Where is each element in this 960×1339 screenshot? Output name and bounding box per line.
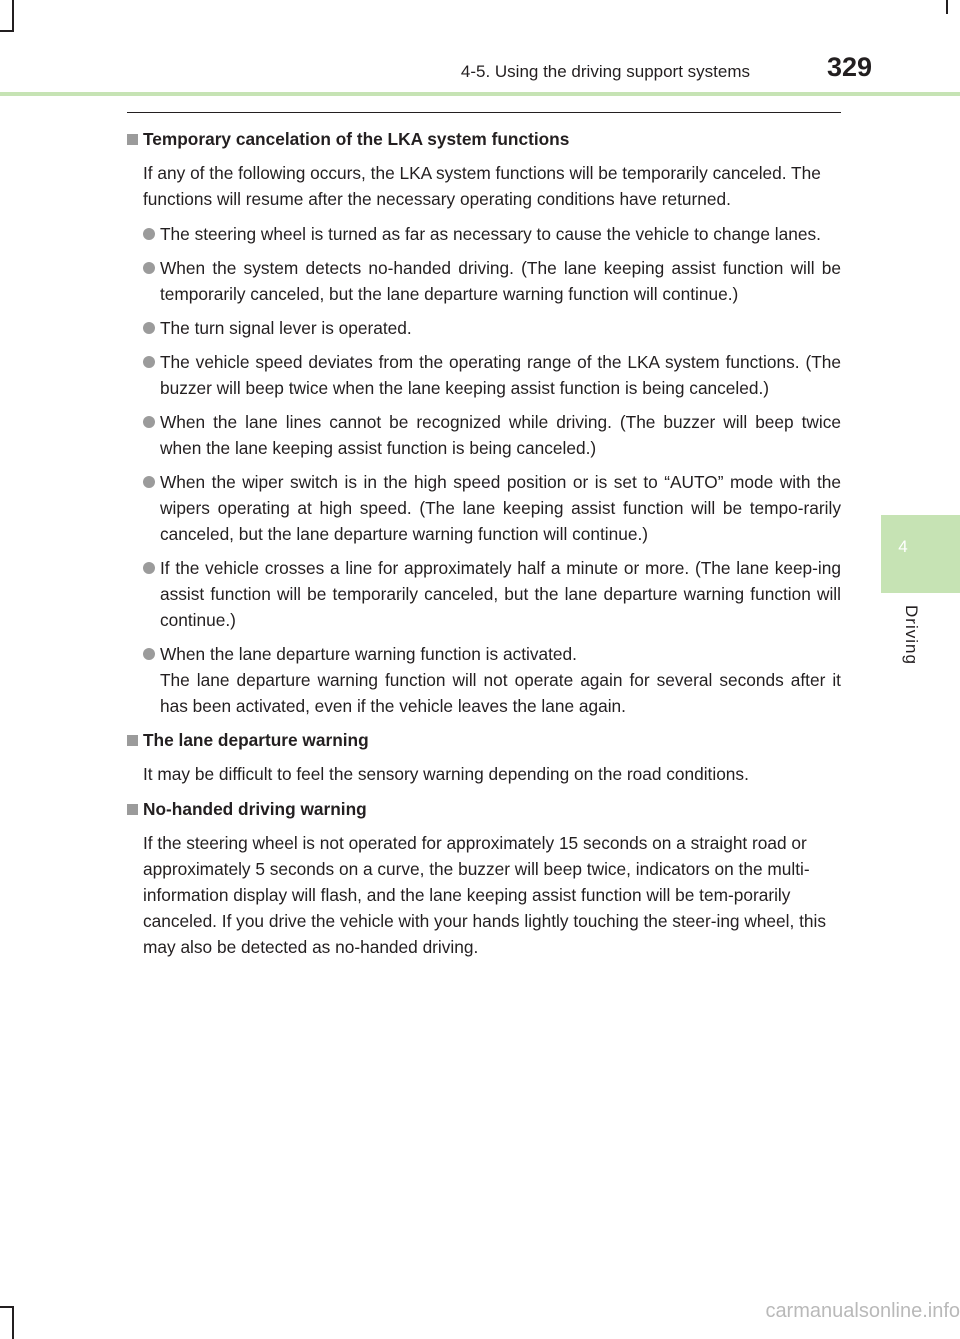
round-bullet-icon (143, 476, 155, 488)
square-bullet-icon (127, 735, 138, 746)
page-content (127, 126, 841, 969)
round-bullet-icon (143, 262, 155, 274)
crop-mark-top-right-h (946, 0, 948, 14)
list-item-text: The lane departure warning function will not operate again for several seconds after it has been activated, even if the vehicle leaves the lane again. (160, 670, 841, 716)
round-bullet-icon (143, 322, 155, 334)
heading-text: Temporary cancelation of the LKA system functions (143, 129, 570, 149)
list-item (143, 315, 841, 341)
list-item-text: When the lane lines cannot be recognized while driving. (The buzzer will beep twice when the lane keeping assist function is being canceled.) (160, 412, 841, 458)
heading-text: No-handed driving warning (143, 799, 367, 819)
crop-mark-top-left-h (0, 30, 14, 32)
square-bullet-icon (127, 134, 138, 145)
list-item (143, 349, 841, 401)
round-bullet-icon (143, 228, 155, 240)
list-item-text: When the wiper switch is in the high speed position or is set to “AUTO” mode with the wipers operating at high speed. (The lane keeping assist function will be tempo-rarily canceled, but the lane departure warning function will continue.) (160, 472, 841, 544)
list-item-text: The vehicle speed deviates from the operating range of the LKA system functions. (The buzzer will beep twice when the lane keeping assist function is being canceled.) (160, 352, 841, 398)
list-item (143, 255, 841, 307)
crop-mark-bottom-left-h (0, 1306, 14, 1308)
section-body: It may be difficult to feel the sensory warning depending on the road conditions. (143, 764, 749, 784)
list-item (143, 641, 841, 719)
section-heading (127, 126, 841, 152)
content-top-rule (127, 112, 841, 113)
round-bullet-icon (143, 562, 155, 574)
heading-text: The lane departure warning (143, 730, 369, 750)
list-item-text: If the vehicle crosses a line for approximately half a minute or more. (The lane keep-ing assist function will be temporarily canceled, but the lane departure warning function will continue.) (160, 558, 841, 630)
section-heading (127, 727, 841, 753)
section-body: If the steering wheel is not operated for approximately 15 seconds on a straight road or approximately 5 seconds on a curve, the buzzer will beep twice, indicators on the multi-information display will flash, and the lane keeping assist function will be tem-porarily canceled. If you drive the vehicle with your hands lightly touching the steer-ing wheel, this may also be detected as no-handed driving. (143, 833, 826, 957)
page-number: 329 (826, 52, 872, 82)
section-heading (127, 796, 841, 822)
round-bullet-icon (143, 416, 155, 428)
list-item (143, 555, 841, 633)
list-item-text: When the lane departure warning function is activated. (160, 644, 577, 664)
header-rule (0, 92, 960, 96)
section-intro: If any of the following occurs, the LKA system functions will be temporarily canceled. The functions will resume after the necessary operating conditions have returned. (143, 163, 821, 209)
list-item-text: When the system detects no-handed driving. (The lane keeping assist function will be temporarily canceled, but the lane departure warning function will continue.) (160, 258, 841, 304)
watermark-text: carmanualsonline.info (765, 1300, 960, 1322)
chapter-number: 4 (898, 537, 908, 556)
crop-mark-top-left-v (12, 0, 14, 32)
round-bullet-icon (143, 356, 155, 368)
round-bullet-icon (143, 648, 155, 660)
crop-mark-bottom-left-v (12, 1306, 14, 1339)
list-item-text: The turn signal lever is operated. (160, 318, 412, 338)
chapter-label: Driving (902, 605, 921, 665)
list-item-text: The steering wheel is turned as far as necessary to cause the vehicle to change lanes. (160, 224, 821, 244)
square-bullet-icon (127, 804, 138, 815)
list-item (143, 469, 841, 547)
list-item (143, 221, 841, 247)
list-item (143, 409, 841, 461)
header-section-title: 4-5. Using the driving support systems (460, 62, 750, 81)
